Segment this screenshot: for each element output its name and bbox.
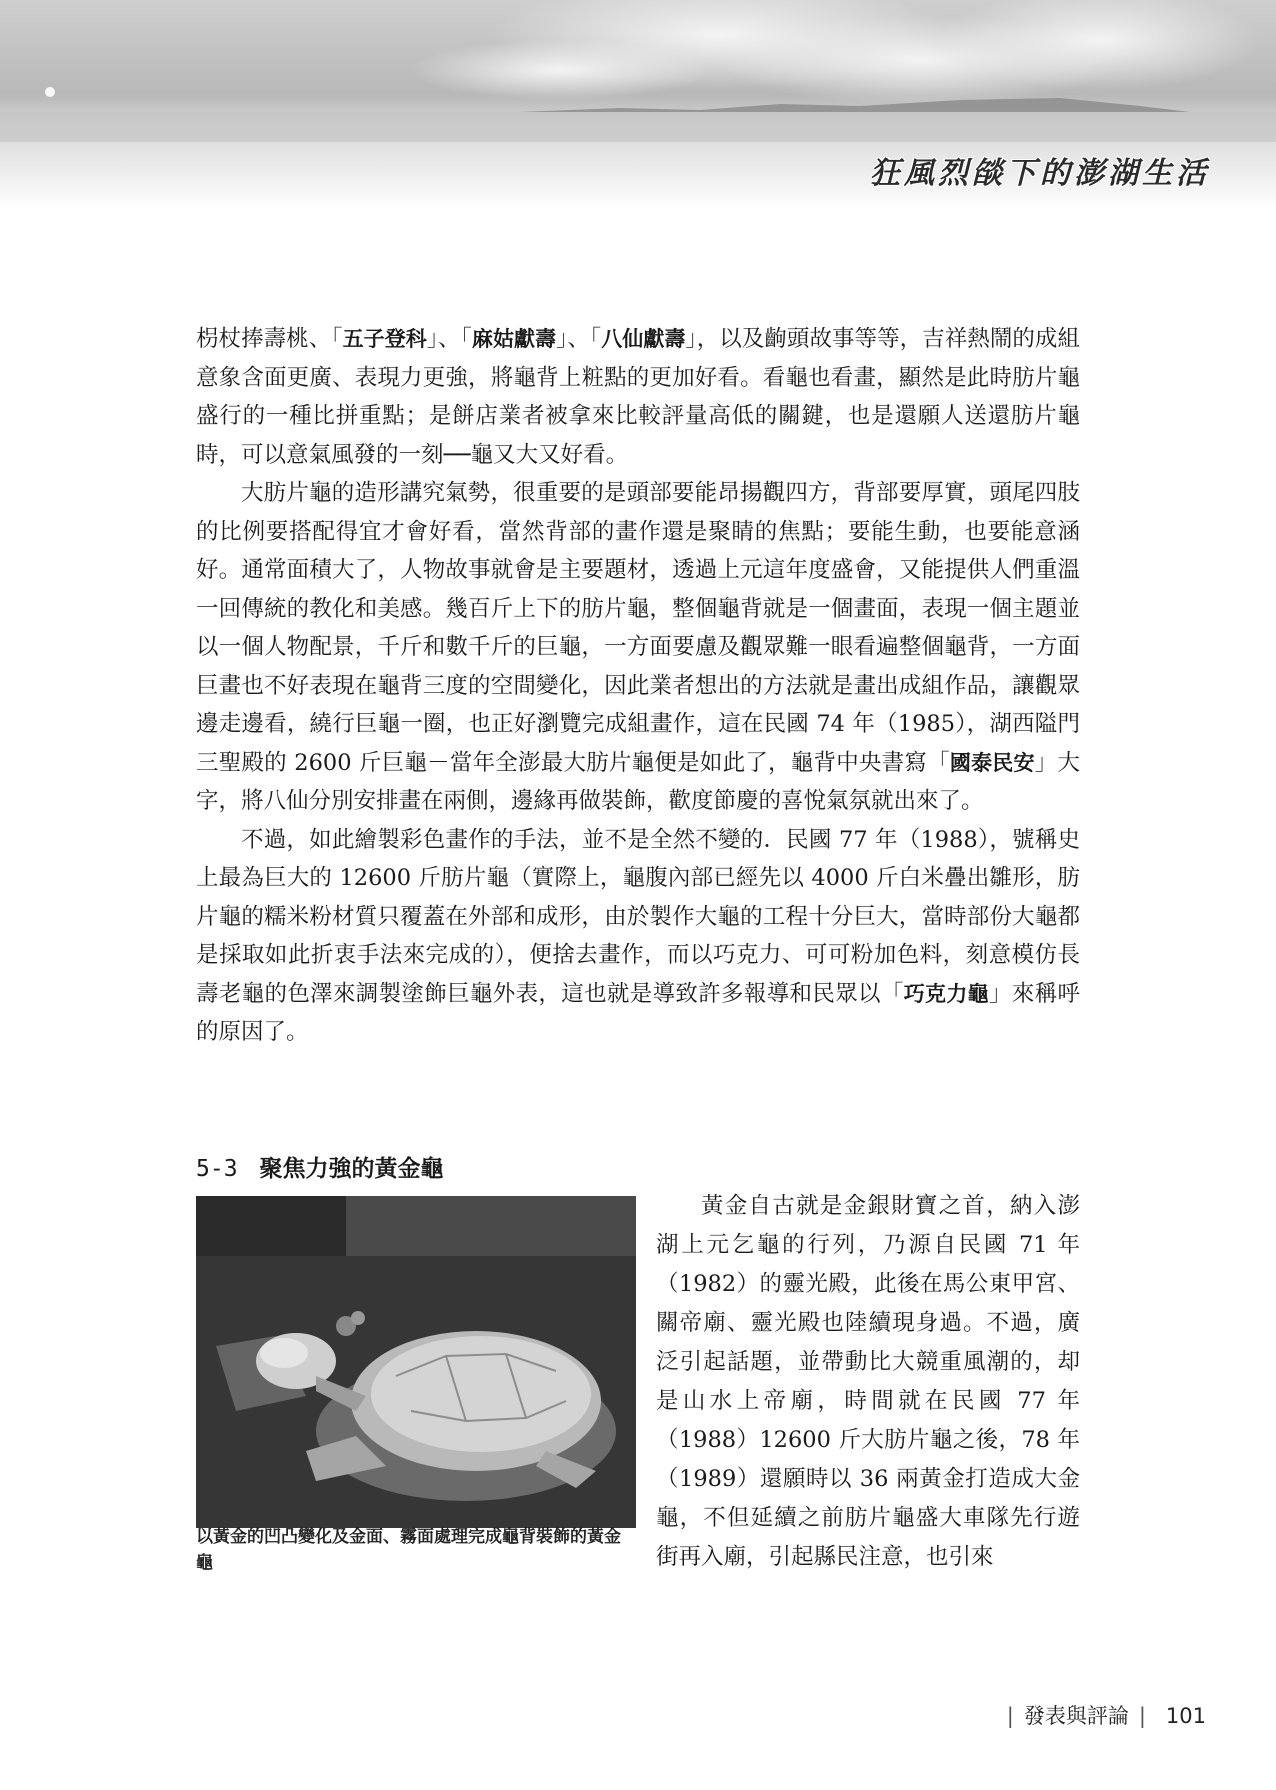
body-text xyxy=(196,320,1080,1052)
page-footer xyxy=(997,1700,1206,1730)
header-banner xyxy=(0,0,1276,210)
photo-caption: 以黃金的凹凸變化及金面、霧面處理完成龜背裝飾的黃金龜 xyxy=(196,1527,621,1573)
text-run: 」，以及齣頭故事等等，吉祥熱鬧的成組意象含面更廣、表現力更強，將龜背上粧點的更加好看。看龜也看畫，顯然是此時肪片龜盛行的一種比拼重點；是餅店業者被拿來比較評量高低的關鍵，也是還願人送還肪片龜時，可以意氣風發的一刻──龜又大又好看。 xyxy=(196,326,1080,468)
turtle-illustration xyxy=(196,1196,636,1528)
paragraph-2 xyxy=(196,474,1080,821)
paragraph-3 xyxy=(196,821,1080,1052)
text-run: 枴杖捧壽桃、「 xyxy=(196,326,343,352)
page-number: 101 xyxy=(1165,1704,1206,1728)
footer-separator: | xyxy=(1138,1704,1146,1728)
highlight-term: 麻姑獻壽 xyxy=(471,327,557,351)
highlight-term: 八仙獻壽 xyxy=(601,327,686,351)
section-heading xyxy=(196,1150,444,1183)
text-run: 」、「 xyxy=(426,326,472,352)
highlight-term: 巧克力龜 xyxy=(903,981,989,1006)
section-number: 5-3 xyxy=(196,1156,238,1182)
highlight-term: 國泰民安 xyxy=(949,750,1035,775)
highlight-term: 五子登科 xyxy=(342,327,427,351)
footer-section-label: 發表與評論 xyxy=(1023,1704,1129,1728)
header-title: 狂風烈燄下的澎湖生活 xyxy=(870,156,1210,191)
golden-turtle-photo xyxy=(196,1196,636,1528)
text-run: 大肪片龜的造形講究氣勢，很重要的是頭部要能昂揚觀四方，背部要厚實，頭尾四肢的比例要搭配得宜才會好看，當然背部的畫作還是聚睛的焦點；要能生動，也要能意涵好。通常面積大了，人物故事就會是主要題材，透過上元這年度盛會，又能提供人們重溫一回傳統的教化和美感。幾百斤上下的肪片龜，整個龜背就是一個畫面，表現一個主題並以一個人物配景，千斤和數千斤的巨龜，一方面要慮及觀眾難一眼看遍整個龜背，一方面巨畫也不好表現在龜背三度的空間變化，因此業者想出的方法就是畫出成組作品，讓觀眾邊走邊看，繞行巨龜一圈，也正好瀏覽完成組畫作，這在民國 74 年（1985），湖西隘門三聖殿的 2600 斤巨龜－當年全澎最大肪片龜便是如此了，龜背中央書寫「 xyxy=(196,480,1080,776)
text-run: 」、「 xyxy=(556,326,602,352)
right-column-text xyxy=(656,1187,1080,1577)
section-title: 聚焦力強的黃金龜 xyxy=(259,1155,444,1182)
text-run: 」大字，將八仙分別安排畫在兩側，邊緣再做裝飾，歡度節慶的喜悅氣氛就出來了。 xyxy=(196,749,1080,814)
text-run: 不過，如此繪製彩色畫作的手法，並不是全然不變的．民國 77 年（1988），號稱史上最為巨大的 12600 斤肪片龜（實際上，龜腹內部已經先以 4000 斤白米疊出雛形，肪片龜的糯米粉材質只覆蓋在外部和成形，由於製作大龜的工程十分巨大，當時部份大龜都是採取如此折衷手法來完成的），便捨去畫作，而以巧克力、可可粉加色料，刻意模仿長壽老龜的色澤來調製塗飾巨龜外表，這也就是導致許多報導和民眾以「 xyxy=(196,826,1080,1007)
text-run: 」來稱呼的原因了。 xyxy=(196,980,1080,1045)
paragraph-4: 黃金自古就是金銀財寶之首，納入澎湖上元乞龜的行列，乃源自民國 71 年（1982）的靈光殿，此後在馬公東甲宮、關帝廟、靈光殿也陸續現身過。不過，廣泛引起話題，並帶動比大競重風潮的，却是山水上帝廟，時間就在民國 77 年（1988）12600 斤大肪片龜之後，78 年（1989）還願時以 36 兩黃金打造成大金龜，不但延續之前肪片龜盛大車隊先行遊街再入廟，引起縣民注意，也引來 xyxy=(656,1193,1080,1570)
paragraph-1 xyxy=(196,320,1080,474)
footer-separator: | xyxy=(1006,1704,1014,1728)
